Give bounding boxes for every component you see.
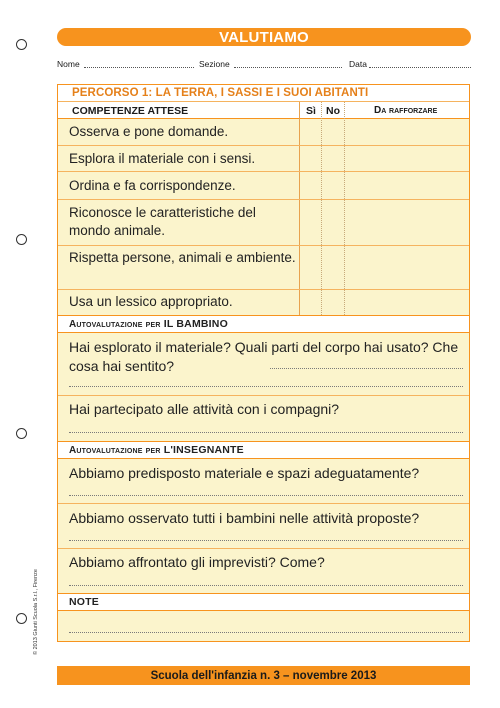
child-section-subject: IL BAMBINO — [163, 318, 228, 330]
footer-banner: Scuola dell'infanzia n. 3 – novembre 2013 — [57, 666, 470, 685]
answer-line[interactable] — [69, 540, 463, 541]
answer-line[interactable] — [270, 368, 463, 369]
teacher-section-prefix: Autovalutazione per — [69, 445, 161, 456]
child-question: Hai esplorato il materiale? Quali parti del corpo hai usato? Che cosa hai sentito? — [69, 339, 459, 374]
child-question: Hai partecipato alle attività con i compagni? — [69, 401, 340, 417]
child-section-header — [58, 316, 469, 332]
answer-line[interactable] — [69, 495, 463, 496]
competence-item: Riconosce le caratteristiche del mondo animale. — [69, 205, 256, 238]
teacher-section-subject: L'INSEGNANTE — [163, 444, 244, 456]
answer-line[interactable] — [69, 432, 463, 433]
section-field[interactable] — [234, 67, 342, 68]
teacher-section-header — [58, 442, 469, 458]
teacher-question: Abbiamo osservato tutti i bambini nelle attività proposte? — [69, 510, 420, 526]
teacher-question: Abbiamo predisposto materiale e spazi adeguatamente? — [69, 465, 420, 481]
date-label: Data — [349, 59, 367, 69]
page-title: VALUTIAMO — [57, 28, 471, 46]
binder-hole — [16, 234, 27, 245]
no-header: No — [326, 105, 340, 117]
answer-line[interactable] — [69, 386, 463, 387]
binder-hole — [16, 613, 27, 624]
teacher-question: Abbiamo affrontato gli imprevisti? Come? — [69, 554, 325, 570]
competence-item: Ordina e fa corrispondenze. — [69, 178, 236, 193]
path-title: PERCORSO 1: LA TERRA, I SASSI E I SUOI ABITANTI — [72, 87, 369, 99]
competences-header: COMPETENZE ATTESE — [72, 105, 189, 117]
competence-item: Usa un lessico appropriato. — [69, 294, 233, 309]
competence-item: Esplora il materiale con i sensi. — [69, 151, 256, 166]
competence-item: Osserva e pone domande. — [69, 124, 229, 139]
notes-line[interactable] — [69, 632, 463, 633]
student-info-fields — [57, 58, 471, 72]
yes-header: Sì — [306, 105, 316, 117]
reinforce-header: Da rafforzare — [374, 105, 438, 116]
answer-line[interactable] — [69, 585, 463, 586]
competence-item: Rispetta persone, animali e ambiente. — [69, 250, 296, 265]
evaluation-form — [57, 84, 470, 642]
form-header — [58, 85, 469, 119]
binder-hole — [16, 428, 27, 439]
name-field[interactable] — [84, 67, 194, 68]
section-label: Sezione — [199, 59, 230, 69]
name-label: Nome — [57, 59, 80, 69]
date-field[interactable] — [369, 67, 471, 68]
child-section-prefix: Autovalutazione per — [69, 319, 161, 330]
notes-header — [58, 594, 469, 610]
binder-hole — [16, 39, 27, 50]
notes-label: NOTE — [69, 596, 99, 608]
copyright-notice: © 2013 Giunti Scuola S.r.l., Firenze — [33, 569, 39, 655]
